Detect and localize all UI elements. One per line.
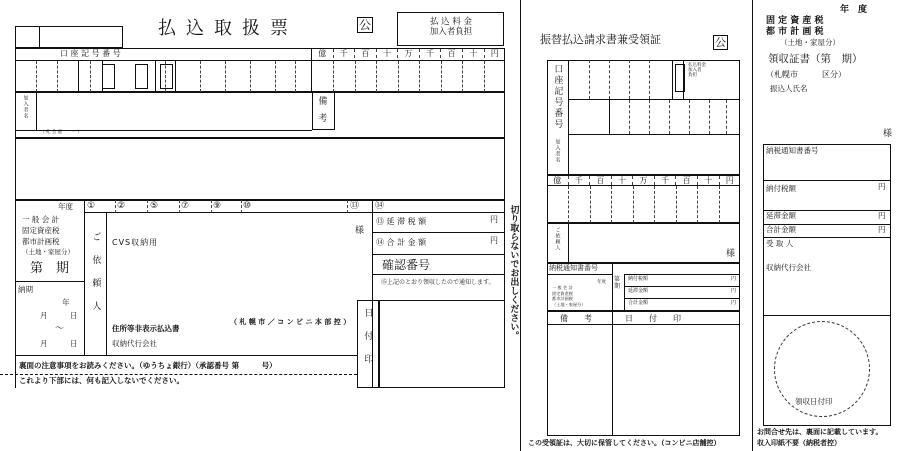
middle-notice-no: 納税通知書番号 xyxy=(549,264,598,272)
panel-divider-2 xyxy=(752,0,753,451)
due-month: 月 xyxy=(40,311,48,320)
tax-line: 固定資産税 xyxy=(22,226,60,235)
circled-5: ⑤ xyxy=(150,201,159,211)
right-row-yen: 円 xyxy=(878,225,886,234)
middle-amount-unit: 千 xyxy=(568,176,590,185)
middle-account-vertical: 口座記号番号 xyxy=(552,64,563,130)
right-footer-1: お問合せ先は、裏面に記載しています。 xyxy=(757,428,883,436)
right-row-yen: 円 xyxy=(878,211,886,220)
circled-7: ⑦ xyxy=(181,201,190,211)
amount-unit: 万 xyxy=(397,49,419,58)
right-row-yen: 円 xyxy=(878,182,886,191)
middle-requester-block xyxy=(547,223,740,263)
right-row-label: 納税通知書番号 xyxy=(766,146,819,155)
amount-units xyxy=(312,49,505,58)
middle-amount-unit: 万 xyxy=(632,176,654,185)
delay-tax-label: ⑬ 延 滞 税 額 xyxy=(376,217,427,226)
middle-account-cells-2 xyxy=(569,100,740,135)
middle-row-line-2 xyxy=(624,286,740,287)
circled-10: ⑩ xyxy=(243,201,252,211)
middle-amount-unit: 十 xyxy=(611,176,633,185)
middle-row-line-3 xyxy=(624,298,740,299)
total-yen: 円 xyxy=(490,236,498,245)
footer-no-write: これより下部には、何も記入しないでください。 xyxy=(19,376,184,385)
requester-sama: 様 xyxy=(355,226,365,236)
middle-row-yen: 円 xyxy=(731,300,737,306)
amount-digit-cells xyxy=(312,61,505,92)
due-tilde: ～ xyxy=(55,324,65,334)
left-kou-badge: 公 xyxy=(359,18,372,32)
right-stamp-line xyxy=(763,315,891,316)
middle-remarks: 備 考 xyxy=(560,314,592,323)
middle-row-label: 納付税額 xyxy=(628,276,649,282)
right-city: （札幌市 区分） xyxy=(766,70,846,79)
right-row-label: 合計金額 xyxy=(766,225,796,234)
subscriber-row xyxy=(15,92,505,138)
middle-notice-divider xyxy=(612,263,613,311)
cvs-label: CVS収納用 xyxy=(112,238,159,247)
middle-tax-small-line: （土地・家屋分） xyxy=(552,301,586,307)
middle-year-small: 年度 xyxy=(597,280,606,285)
right-tax-title-1: 固 定 資 産 税 xyxy=(766,16,824,26)
circled-9: ⑨ xyxy=(213,201,222,211)
amount-unit: 千 xyxy=(419,49,441,58)
middle-row-line-1 xyxy=(624,274,740,275)
tax-line: （土地・家屋分） xyxy=(22,248,74,256)
middle-sama: 様 xyxy=(726,249,736,259)
middle-row-label: 合計金額 xyxy=(628,300,649,306)
circled-13: ⑬ xyxy=(350,201,360,211)
middle-amount-unit: 円 xyxy=(719,176,741,185)
middle-date-stamp: 日 付 印 xyxy=(625,314,681,323)
amount-unit: 十 xyxy=(462,49,484,58)
cut-notice: 切り取らないでお出しください。 xyxy=(508,205,519,340)
due-day: 日 xyxy=(70,311,78,320)
account-check-box-1 xyxy=(102,64,115,89)
address-hidden: 住所等非表示払込書 xyxy=(112,324,180,333)
right-row-label: 納付税額 xyxy=(766,184,796,193)
middle-amount-units xyxy=(547,176,740,186)
middle-notice-line xyxy=(547,274,612,275)
middle-period-small: 第 期 xyxy=(614,276,621,290)
circled-14-cell xyxy=(372,200,505,213)
middle-amount-unit: 億 xyxy=(553,176,562,185)
right-recipient: 受 取 人 xyxy=(766,239,794,248)
right-footer-2: 収入印紙不要（納税者控） xyxy=(757,439,841,447)
top-left-subbox xyxy=(15,26,40,48)
subscriber-note: （ 札 会 庭 一 ） xyxy=(40,130,82,135)
received-note: ⑮上記のとおり領収したので通知します。 xyxy=(381,279,495,286)
middle-row-label: 延滞金額 xyxy=(628,288,649,294)
middle-tax-small xyxy=(552,285,586,307)
middle-footer: この受領証は、大切に保管してください。（コンビニ店舗控） xyxy=(528,439,721,447)
subscriber-vertical: 加入者名 xyxy=(22,95,29,119)
middle-fee-small: 払込料金 加入者 負担 xyxy=(688,63,706,78)
tax-line: 都市計画税 xyxy=(22,237,60,246)
fee-label: 払 込 料 金 加入者負担 xyxy=(429,17,473,37)
account-check-box-2 xyxy=(135,64,148,89)
circled-14: ⑭ xyxy=(375,201,385,211)
amount-unit: 億 xyxy=(318,49,327,58)
confirm-label: 確認番号 xyxy=(382,258,431,272)
middle-amount-unit: 百 xyxy=(589,176,611,185)
due-month-2: 月 xyxy=(40,339,48,348)
agent: 収納代行会社 xyxy=(112,339,157,348)
confirm-bottom xyxy=(372,274,505,275)
middle-kou-badge: 公 xyxy=(715,36,726,49)
middle-tax-small-line: 都市計画税 xyxy=(552,296,573,301)
tax-period: 第 期 xyxy=(30,261,70,276)
middle-amount-cells xyxy=(547,186,740,223)
circled-2: ② xyxy=(117,201,126,211)
amount-unit: 百 xyxy=(354,49,376,58)
right-payer: 振込人氏名 xyxy=(770,84,808,93)
middle-tax-small-line: 固定資産税 xyxy=(552,290,573,296)
right-stamp-label: 領収日付印 xyxy=(795,397,833,406)
footer-dashed-line xyxy=(0,374,357,375)
amount-unit: 百 xyxy=(440,49,462,58)
total-label: ⑭ 合 計 金 額 xyxy=(376,238,427,247)
right-agent: 収納代行会社 xyxy=(766,263,811,272)
right-sama: 様 xyxy=(883,129,893,139)
blank-row xyxy=(15,138,505,200)
right-receipt-title: 領収証書（第 期） xyxy=(768,53,863,65)
left-title: 払込取扱票 xyxy=(158,18,298,39)
amount-unit: 千 xyxy=(333,49,355,58)
amount-unit: 円 xyxy=(484,49,506,58)
tax-block-bottom xyxy=(15,355,357,356)
circled-dividers xyxy=(85,200,372,213)
middle-rows-divider xyxy=(624,274,625,311)
middle-subscriber-vertical: 加入者名 xyxy=(554,139,561,163)
tax-year: 年度 xyxy=(58,202,73,211)
middle-amount-unit: 千 xyxy=(654,176,676,185)
right-year: 年 度 xyxy=(840,5,868,15)
account-check-box-3 xyxy=(160,64,173,89)
tax-lines xyxy=(22,214,74,258)
middle-tax-small-line: 一 般 会 計 xyxy=(552,285,573,290)
middle-stamp-block xyxy=(547,311,740,436)
date-stamp-vertical: 日付印 xyxy=(362,308,373,377)
due-year: 年 xyxy=(62,298,70,307)
date-stamp-area xyxy=(379,300,505,388)
account-header: 口 座 記 号 番 号 xyxy=(60,49,121,58)
middle-amount-unit: 百 xyxy=(675,176,697,185)
middle-row-yen: 円 xyxy=(731,288,737,294)
controller: （ 札 幌 市 ／ コ ン ビ ニ 本 部 控 ） xyxy=(230,318,351,326)
panel-divider-1 xyxy=(520,0,521,451)
middle-stamp-divider xyxy=(612,311,613,436)
footer-notice: 裏面の注意事項をお読みください。（ゆうちょ銀行）（承認番号 第 号） xyxy=(19,361,277,370)
due-line xyxy=(15,281,85,282)
middle-account-cells xyxy=(569,60,740,100)
right-row-label: 延滞金額 xyxy=(766,211,796,220)
due-label: 納期 xyxy=(18,285,33,294)
middle-amount-unit: 十 xyxy=(697,176,719,185)
requester-vertical: ご依頼人 xyxy=(90,232,101,324)
middle-title: 振替払込請求書兼受領証 xyxy=(540,33,661,46)
middle-row-yen: 円 xyxy=(731,276,737,282)
amount-unit: 十 xyxy=(376,49,398,58)
middle-requester-vertical: ご依頼人 xyxy=(554,227,561,251)
due-day-2: 日 xyxy=(70,339,78,348)
middle-account-check-box xyxy=(675,64,685,92)
circled-1: ① xyxy=(87,201,96,211)
tax-line: 一 般 会 計 xyxy=(22,215,60,224)
remarks-label: 備考 xyxy=(316,96,327,130)
right-tax-title-2: 都 市 計 画 税 xyxy=(766,27,824,37)
right-tax-title-3: （土地・家屋分） xyxy=(780,38,840,47)
delay-tax-yen: 円 xyxy=(490,215,498,224)
